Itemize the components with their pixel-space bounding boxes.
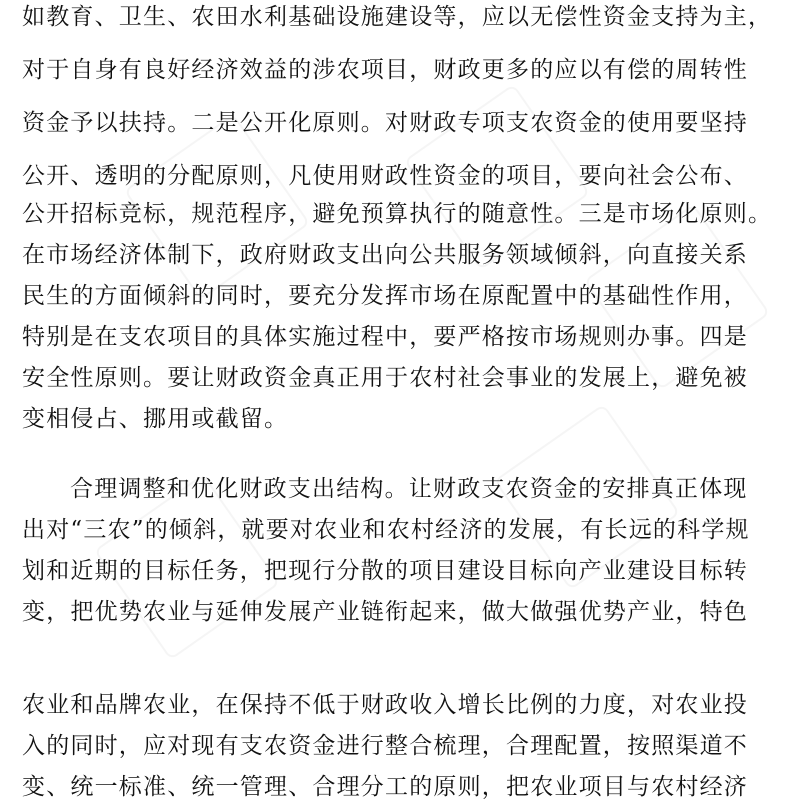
text-line: 入的同时，应对现有支农资金进行整合梳理，合理配置，按照渠道不 bbox=[22, 733, 748, 759]
text-line: 资金予以扶持。二是公开化原则。对财政专项支农资金的使用要坚持 bbox=[22, 110, 748, 136]
text-line: 变相侵占、挪用或截留。 bbox=[22, 406, 289, 432]
text-line: 如教育、卫生、农田水利基础设施建设等，应以无偿性资金支持为主， bbox=[22, 4, 773, 30]
text-line: 划和近期的目标任务，把现行分散的项目建设目标向产业建设目标转 bbox=[22, 558, 748, 584]
text-line: 民生的方面倾斜的同时，要充分发挥市场在原配置中的基础性作用， bbox=[22, 283, 748, 309]
text-line: 变、统一标准、统一管理、合理分工的原则，把农业项目与农村经济 bbox=[22, 774, 748, 800]
text-line: 公开、透明的分配原则，凡使用财政性资金的项目，要向社会公布、 bbox=[22, 163, 748, 189]
text-line: 对于自身有良好经济效益的涉农项目，财政更多的应以有偿的周转性 bbox=[22, 57, 748, 83]
text-line: 在市场经济体制下，政府财政支出向公共服务领域倾斜，向直接关系 bbox=[22, 242, 748, 268]
text-line: 特别是在支农项目的具体实施过程中，要严格按市场规则办事。四是 bbox=[22, 324, 748, 350]
text-line: 农业和品牌农业，在保持不低于财政收入增长比例的力度，对农业投 bbox=[22, 692, 748, 718]
text-line-indented: 合理调整和优化财政支出结构。让财政支农资金的安排真正体现 bbox=[70, 476, 748, 502]
text-line: 出对“三农”的倾斜，就要对农业和农村经济的发展，有长远的科学规 bbox=[22, 517, 750, 543]
text-line: 安全性原则。要让财政资金真正用于农村社会事业的发展上，避免被 bbox=[22, 365, 748, 391]
text-line: 变，把优势农业与延伸发展产业链衔起来，做大做强优势产业，特色 bbox=[22, 599, 748, 625]
text-line: 公开招标竞标，规范程序，避免预算执行的随意性。三是市场化原则。 bbox=[22, 201, 773, 227]
